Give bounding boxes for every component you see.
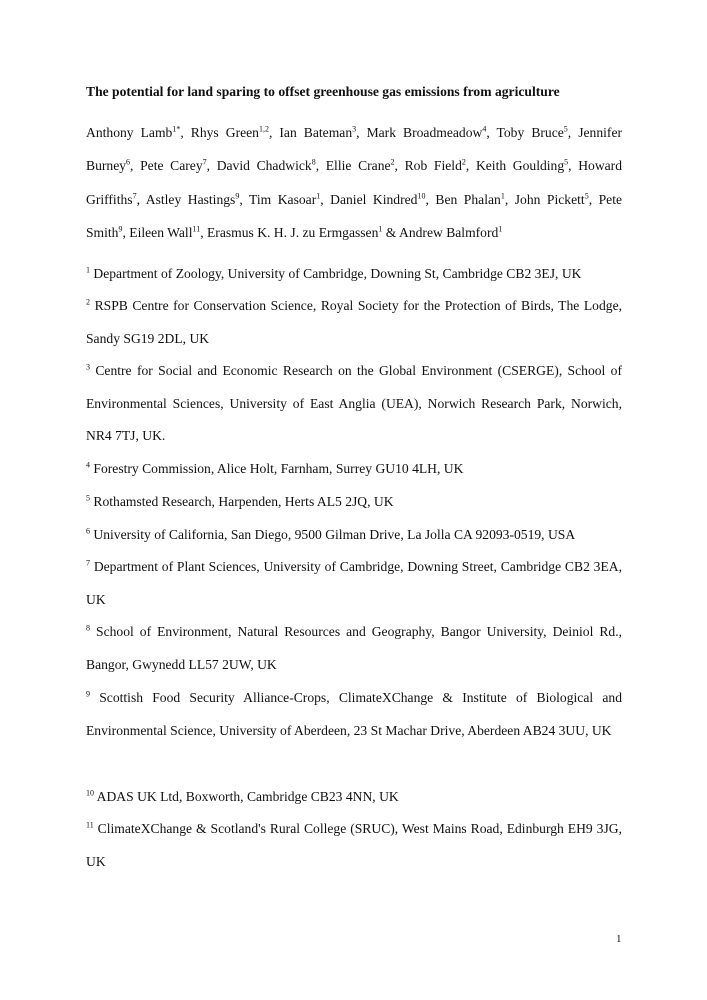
author: Rob Field$^2$ (404, 157, 466, 174)
author: David Chadwick$^8$ (216, 157, 316, 174)
author: Daniel Kindred$^{10}$ (330, 191, 426, 207)
author: Pete Carey$^7$ (140, 157, 207, 174)
affiliation: $^6$ University of California, San Diego, 9500 Gilman Drive, La Jolla CA 92093-0519, USA (86, 526, 576, 542)
author: Howard Griffiths$^7$ (86, 158, 623, 207)
paper-title: The potential for land sparing to offset greenhouse gas emissions from agriculture (86, 84, 560, 99)
author: Ben Phalan$^1$ (435, 191, 505, 207)
affiliation: $^7$ Department of Plant Sciences, University of Cambridge, Downing Street, Cambridge CB2 3EA, UK (86, 558, 622, 607)
author: Anthony Lamb$^{1*}$ (86, 124, 181, 140)
affiliation: $^8$ School of Environment, Natural Resources and Geography, Bangor University, Deiniol Rd., Bangor, Gwynedd LL57 2UW, UK (86, 623, 623, 672)
page-number: 1 (616, 933, 622, 945)
affiliation: $^3$ Centre for Social and Economic Research on the Global Environment (CSERGE), School of Environmental Sciences, University of East Anglia (UEA), Norwich Research Park, Norwich, NR4 7TJ, UK. (86, 362, 622, 444)
author: Ian Bateman$^3$ (279, 124, 357, 140)
author: Pete Smith$^9$ (86, 191, 623, 241)
affiliation: $^4$ Forestry Commission, Alice Holt, Farnham, Surrey GU10 4LH, UK (86, 460, 464, 476)
affiliation: $^9$ Scottish Food Security Alliance-Crops, ClimateXChange & Institute of Biological and Environmental Science, University of Aberdeen, 23 St Machar Drive, Aberdeen AB24 3UU, UK (86, 689, 622, 738)
author: Jennifer Burney$^6$ (86, 125, 623, 174)
author: Eileen Wall$^{11}$ (129, 224, 201, 241)
author-list: Anthony Lamb$^{1*}$, Rhys Green$^{1,2}$, Ian Bateman$^3$, Mark Broadmeadow$^4$, Toby Bruce$^5$, Jennifer Burney$^6$, Pete Carey$^7$, David Chadwick$^8$, Ellie Crane$^2$, Rob Field$^2$, Keith Goulding$^5$, Howard Griffiths$^7$, Astley Hastings$^9$, Tim Kasoar$^1$, Daniel Kindred$^{10}$, Ben Phalan$^1$, John Pickett$^5$, Pete Smith$^9$, Eileen Wall$^{11}$, Erasmus K. H. J. zu Ermgassen$^1$ & Andrew Balmford$^1$ (86, 124, 623, 241)
author: Ellie Crane$^2$ (325, 157, 395, 174)
author: Andrew Balmford$^1$ (399, 224, 503, 241)
affiliation: $^5$ Rothamsted Research, Harpenden, Herts AL5 2JQ, UK (86, 493, 394, 509)
author: Tim Kasoar$^1$ (249, 191, 321, 207)
author: Toby Bruce$^5$ (496, 124, 568, 140)
author: Keith Goulding$^5$ (475, 157, 569, 174)
affiliation: $^1$ Department of Zoology, University of Cambridge, Downing St, Cambridge CB2 3EJ, UK (86, 265, 582, 281)
author: Erasmus K. H. J. zu Ermgassen$^1$ (206, 224, 383, 241)
author: John Pickett$^5$ (514, 191, 589, 207)
affiliation: $^2$ RSPB Centre for Conservation Science, Royal Society for the Protection of Birds, The Lodge, Sandy SG19 2DL, UK (86, 297, 622, 346)
affiliation: $^{10}$ ADAS UK Ltd, Boxworth, Cambridge CB23 4NN, UK (86, 788, 399, 804)
author: Astley Hastings$^9$ (145, 191, 240, 207)
author: Mark Broadmeadow$^4$ (366, 124, 487, 140)
affiliation: $^{11}$ ClimateXChange & Scotland's Rural College (SRUC), West Mains Road, Edinburgh EH9 3JG, UK (86, 820, 622, 869)
author: Rhys Green$^{1,2}$ (190, 124, 269, 140)
